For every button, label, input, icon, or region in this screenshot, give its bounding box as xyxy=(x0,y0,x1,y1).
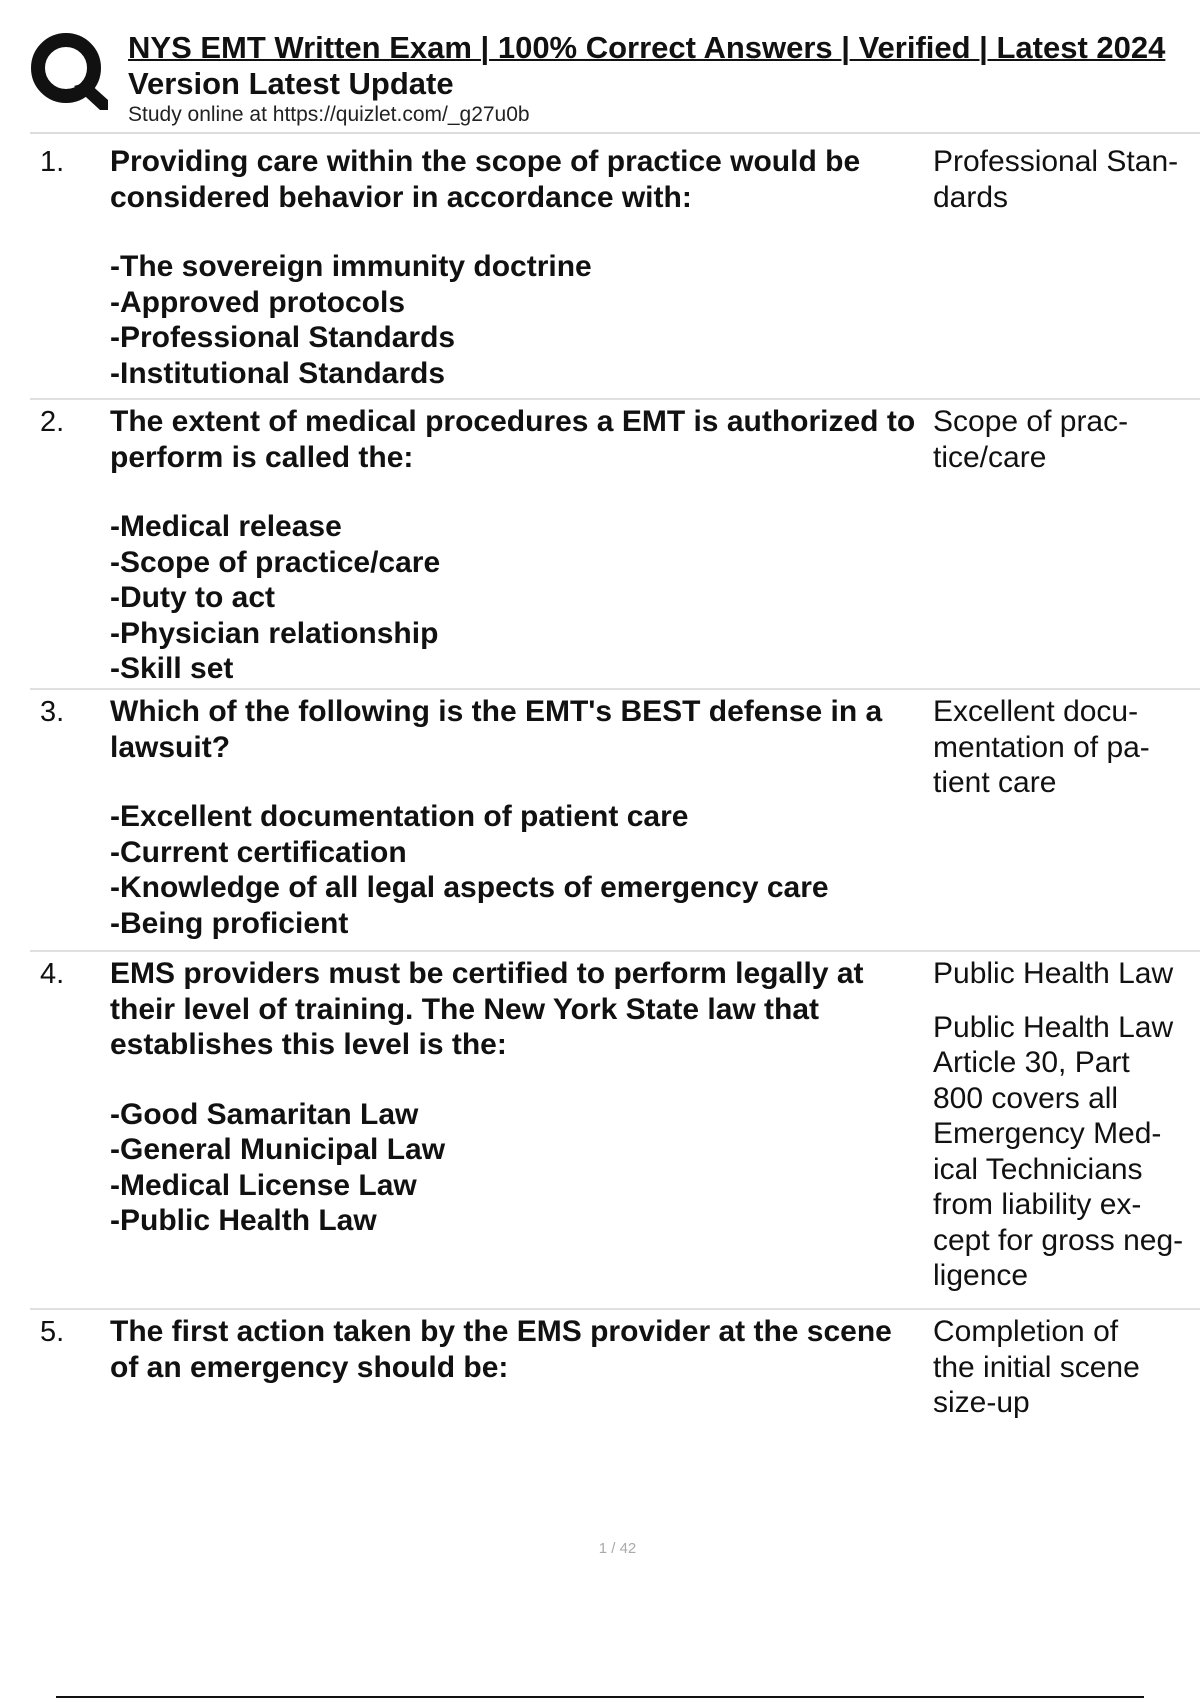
answer-option: -Skill set xyxy=(110,652,234,685)
explanation-line: Emergency Med- xyxy=(933,1117,1162,1150)
explanation-line: 800 covers all xyxy=(933,1081,1119,1115)
question-text xyxy=(110,956,925,1308)
question-row xyxy=(30,400,1200,690)
explanation-line: ligence xyxy=(933,1259,1029,1292)
explanation-line: ical Technicians xyxy=(933,1152,1143,1186)
answer-option: -Being proficient xyxy=(110,906,349,940)
question-stem: Which of the following is the EMT's BEST defense in a lawsuit? xyxy=(110,695,883,764)
question-number: 2. xyxy=(40,406,65,438)
answer-option: -Medical License Law xyxy=(110,1168,417,1202)
answer-option: -Medical release xyxy=(110,510,342,543)
answer-line: tient care xyxy=(933,766,1057,799)
question-row xyxy=(30,690,1200,952)
answer-line: mentation of pa- xyxy=(933,730,1150,764)
answer-line: Scope of prac- xyxy=(933,405,1129,438)
answer-explanation xyxy=(933,1010,1200,1294)
explanation-line: Article 30, Part xyxy=(933,1046,1130,1079)
question-stem: EMS providers must be certified to perform legally at their level of training. The New York State law that establishes this level is the: xyxy=(110,957,864,1061)
answer-option: -Excellent documentation of patient care xyxy=(110,800,689,833)
explanation-line: from liability ex- xyxy=(933,1188,1142,1221)
answer-line: Professional Stan- xyxy=(933,145,1179,178)
answer-line: dards xyxy=(933,180,1009,214)
explanation-line: Public Health Law xyxy=(933,1010,1174,1044)
answer-line: size-up xyxy=(933,1386,1030,1419)
answer-text xyxy=(925,1314,1200,1460)
question-text xyxy=(110,144,925,398)
answer-option: -Current certification xyxy=(110,835,407,869)
answer-line: the initial scene xyxy=(933,1350,1140,1384)
question-text xyxy=(110,404,925,688)
question-text xyxy=(110,1314,925,1460)
question-list xyxy=(30,140,1200,1460)
page-number: 1 / 42 xyxy=(598,1540,637,1557)
document-header xyxy=(128,30,1200,128)
answer-option: -Approved protocols xyxy=(110,285,406,319)
answer-text xyxy=(925,144,1200,398)
question-number: 5. xyxy=(40,1316,65,1348)
answer-line: Excellent docu- xyxy=(933,695,1139,728)
answer-text xyxy=(925,404,1200,688)
answer-option: -Good Samaritan Law xyxy=(110,1097,419,1131)
question-row xyxy=(30,1310,1200,1460)
question-number: 1. xyxy=(40,146,65,178)
answer-option: -Public Health Law xyxy=(110,1204,377,1237)
question-stem: The extent of medical procedures a EMT is authorized to perform is called the: xyxy=(110,405,916,474)
answer-line: Completion of xyxy=(933,1315,1119,1348)
answer-text xyxy=(925,694,1200,950)
answer-text xyxy=(925,956,1200,1308)
answer-option: -Duty to act xyxy=(110,581,275,614)
explanation-line: cept for gross neg- xyxy=(933,1223,1184,1257)
header-divider xyxy=(30,132,1200,134)
answer-option: -Scope of practice/care xyxy=(110,545,441,579)
answer-option: -The sovereign immunity doctrine xyxy=(110,250,592,283)
document-title: NYS EMT Written Exam | 100% Correct Answers | Verified | Latest 2024 xyxy=(128,30,1166,65)
answer-option: -Professional Standards xyxy=(110,321,456,354)
question-row xyxy=(30,140,1200,400)
question-row xyxy=(30,952,1200,1310)
question-number: 4. xyxy=(40,958,65,990)
answer-option: -Physician relationship xyxy=(110,616,439,650)
question-text xyxy=(110,694,925,950)
question-stem: The first action taken by the EMS provider at the scene of an emergency should be: xyxy=(110,1315,892,1384)
answer-option: -Institutional Standards xyxy=(110,356,446,390)
answer-line: Public Health Law xyxy=(933,957,1174,990)
quizlet-q-logo-icon xyxy=(30,30,110,114)
question-number: 3. xyxy=(40,696,65,728)
document-subtitle: Version Latest Update xyxy=(128,66,454,101)
answer-line: tice/care xyxy=(933,440,1047,474)
bottom-divider xyxy=(56,1696,1144,1698)
study-online-link[interactable]: Study online at https://quizlet.com/_g27u0b xyxy=(128,103,530,126)
answer-option: -Knowledge of all legal aspects of emergency care xyxy=(110,871,829,904)
answer-option: -General Municipal Law xyxy=(110,1133,446,1166)
question-stem: Providing care within the scope of practice would be considered behavior in accordance with: xyxy=(110,145,861,214)
